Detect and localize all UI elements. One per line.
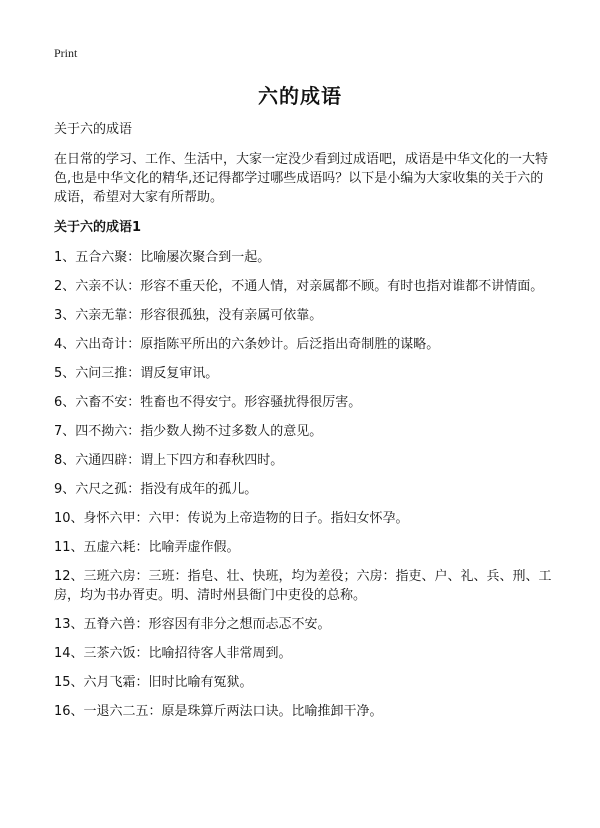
document-subtitle: 关于六的成语 <box>54 122 133 137</box>
idiom-item: 6、六畜不安：牲畜也不得安宁。形容骚扰得很厉害。 <box>54 395 362 410</box>
idiom-item: 16、一退六二五：原是珠算斤两法口诀。比喻推卸干净。 <box>54 704 383 719</box>
idiom-item: 10、身怀六甲：六甲：传说为上帝造物的日子。指妇女怀孕。 <box>54 511 409 526</box>
idiom-item: 7、四不拗六：指少数人拗不过多数人的意见。 <box>54 424 323 439</box>
intro-paragraph: 在日常的学习、工作、生活中，大家一定没少看到过成语吧，成语是中华文化的一大特色,也是中华文化的精华,还记得都学过哪些成语吗？以下是小编为大家收集的关于六的成语，希望对大家有所帮助。 <box>54 152 549 205</box>
idiom-item: 13、五脊六兽：形容因有非分之想而忐忑不安。 <box>54 617 331 632</box>
document-title: 六的成语 <box>258 84 342 108</box>
idiom-item: 4、六出奇计：原指陈平所出的六条妙计。后泛指出奇制胜的谋略。 <box>54 337 440 352</box>
section-heading: 关于六的成语1 <box>54 220 142 235</box>
idiom-item: 3、六亲无靠：形容很孤独，没有亲属可依靠。 <box>54 308 323 323</box>
print-link[interactable]: Print <box>54 46 78 60</box>
idiom-item: 2、六亲不认：形容不重天伦，不通人情，对亲属都不顾。有时也指对谁都不讲情面。 <box>54 279 544 294</box>
idiom-item: 5、六问三推：谓反复审讯。 <box>54 366 219 381</box>
document-body <box>54 120 554 731</box>
idiom-item: 15、六月飞霜：旧时比喻有冤狱。 <box>54 675 253 690</box>
idiom-item: 1、五合六聚：比喻屡次聚合到一起。 <box>54 250 271 265</box>
idiom-item: 9、六尺之孤：指没有成年的孤儿。 <box>54 482 258 497</box>
idiom-item: 8、六通四辟：谓上下四方和春秋四时。 <box>54 453 284 468</box>
idiom-item: 12、三班六房：三班：指皂、壮、快班，均为差役；六房：指吏、户、礼、兵、刑、工房，均为书办胥吏。明、清时州县衙门中吏役的总称。 <box>54 569 552 603</box>
idiom-item: 11、五虚六耗：比喻弄虚作假。 <box>54 540 240 555</box>
idiom-list <box>54 248 554 721</box>
idiom-item: 14、三茶六饭：比喻招待客人非常周到。 <box>54 646 292 661</box>
